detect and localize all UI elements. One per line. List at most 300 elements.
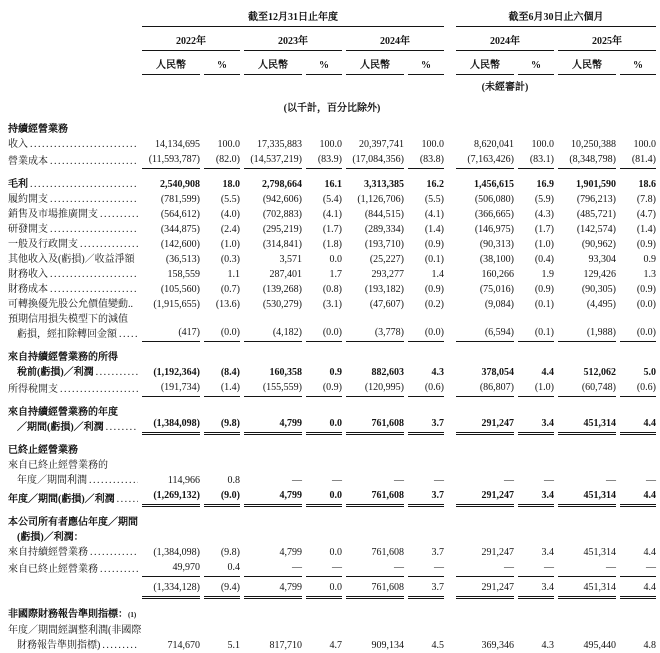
row-label-text: 財務成本 — [8, 284, 48, 295]
value-cell: — — [504, 475, 514, 486]
percent-cell: (0.0) — [636, 299, 656, 310]
value-cell: 817,710 — [269, 640, 302, 651]
currency-column-header: 人民幣 — [244, 56, 302, 75]
percent-cell: (4.1) — [322, 209, 342, 220]
dot-leader — [60, 382, 138, 397]
dot-leader — [50, 154, 138, 169]
row-label — [8, 122, 68, 137]
percent-cell: 0.4 — [204, 560, 240, 577]
value-cell: (1,988) — [558, 325, 616, 342]
row-label-text-line2: 年度／期間利潤 — [17, 475, 87, 486]
percent-cell: (0.9) — [534, 284, 554, 295]
value-cell: (1,334,128) — [142, 580, 200, 599]
row-label — [8, 382, 138, 397]
row-label-text: 可轉換優先股公允價值變動.. — [8, 299, 133, 310]
footnote-marker: (1) — [128, 611, 137, 619]
dot-leader — [117, 492, 138, 507]
percent-cell: (0.9) — [306, 380, 342, 397]
row-label-text: 來自持續經營業務的所得 — [8, 352, 118, 363]
value-cell: 451,314 — [558, 488, 616, 507]
percent-cell: (0.2) — [424, 299, 444, 310]
value-cell: (506,080) — [474, 194, 514, 205]
dot-leader — [80, 237, 138, 252]
percent-cell: (1.0) — [534, 239, 554, 250]
table-row — [8, 405, 656, 435]
value-cell: 287,401 — [269, 269, 302, 280]
percent-cell: — — [518, 560, 554, 577]
percent-column-header: % — [204, 60, 240, 75]
value-cell: 291,247 — [456, 580, 514, 599]
value-cell: — — [456, 560, 514, 577]
row-label — [8, 267, 138, 282]
row-label — [8, 154, 138, 169]
row-label-text: 一般及行政開支 — [8, 239, 78, 250]
value-cell: 160,358 — [269, 367, 302, 378]
row-label-text: 來自持續經營業務 — [8, 547, 88, 558]
value-cell: 291,247 — [456, 488, 514, 507]
value-cell: (796,213) — [576, 194, 616, 205]
currency-column-header: 人民幣 — [346, 56, 404, 75]
percent-cell: 100.0 — [633, 139, 656, 150]
column-header-row — [8, 56, 656, 75]
percent-cell: 16.1 — [324, 179, 342, 190]
dot-leader — [50, 222, 138, 237]
percent-cell: 3.7 — [431, 547, 444, 558]
percent-cell: 18.0 — [222, 179, 240, 190]
table-row — [8, 152, 656, 169]
value-cell: 714,670 — [167, 640, 200, 651]
value-cell: 2,798,664 — [262, 179, 302, 190]
value-cell: (36,513) — [165, 254, 200, 265]
percent-cell: (83.9) — [306, 152, 342, 169]
dot-leader — [30, 137, 138, 152]
value-cell: (142,600) — [160, 239, 200, 250]
table-row — [8, 380, 656, 397]
value-cell: (90,313) — [479, 239, 514, 250]
period-header-row — [8, 8, 656, 27]
percent-cell: 100.0 — [217, 139, 240, 150]
row-label-text: 來自已終止經營業務的 — [8, 460, 108, 471]
percent-cell: 3.4 — [518, 488, 554, 507]
percent-cell: 4.8 — [643, 640, 656, 651]
dot-leader — [50, 267, 138, 282]
row-label-text-line2: ／期間(虧損)／利潤 — [17, 422, 104, 433]
percent-cell: 16.2 — [426, 179, 444, 190]
percent-cell: (1.0) — [518, 380, 554, 397]
row-label — [8, 297, 138, 312]
year-2022-header: 2022年 — [142, 32, 240, 51]
value-cell: 3,313,385 — [364, 179, 404, 190]
percent-cell: (1.7) — [534, 224, 554, 235]
value-cell: 291,247 — [456, 416, 514, 435]
value-cell: 909,134 — [371, 640, 404, 651]
percent-cell: (7.8) — [636, 194, 656, 205]
dot-leader — [89, 473, 138, 488]
value-cell: (142,574) — [576, 224, 616, 235]
percent-cell: (83.8) — [408, 152, 444, 169]
percent-cell: 5.1 — [227, 640, 240, 651]
value-cell: (564,612) — [160, 209, 200, 220]
value-cell: — — [346, 560, 404, 577]
percent-cell: (4.1) — [424, 209, 444, 220]
percent-cell: 4.5 — [431, 640, 444, 651]
percent-cell: (0.0) — [620, 325, 656, 342]
unaudited-note: (未經審計) — [481, 82, 529, 93]
currency-column-header: 人民幣 — [558, 56, 616, 75]
row-label — [8, 492, 138, 507]
row-label — [8, 312, 138, 342]
value-cell: 1,456,615 — [474, 179, 514, 190]
value-cell: 49,970 — [142, 560, 200, 577]
value-cell: (702,883) — [262, 209, 302, 220]
year-2023-header: 2023年 — [244, 32, 342, 51]
value-cell: (781,599) — [160, 194, 200, 205]
percent-cell: (5.5) — [220, 194, 240, 205]
row-label-text: 財務收入 — [8, 269, 48, 280]
year-2024-header: 2024年 — [346, 32, 444, 51]
table-row — [8, 282, 656, 297]
percent-column-header: % — [620, 60, 656, 75]
value-cell: (1,384,098) — [142, 416, 200, 435]
percent-cell: 3.4 — [518, 580, 554, 599]
value-cell: (6,594) — [456, 325, 514, 342]
row-label — [8, 562, 138, 577]
percent-column-header: % — [408, 60, 444, 75]
percent-cell: 1.1 — [227, 269, 240, 280]
percent-cell: (13.6) — [215, 299, 240, 310]
section-header-row — [8, 122, 656, 137]
table-row — [8, 267, 656, 282]
value-cell: (86,807) — [456, 380, 514, 397]
value-cell: (60,748) — [558, 380, 616, 397]
value-cell: — — [606, 475, 616, 486]
value-cell: 17,335,883 — [257, 139, 302, 150]
value-cell: (344,875) — [160, 224, 200, 235]
value-cell: (75,016) — [479, 284, 514, 295]
percent-cell: (2.4) — [220, 224, 240, 235]
value-cell: 158,559 — [167, 269, 200, 280]
value-cell: (530,279) — [262, 299, 302, 310]
period-interim-header: 截至6月30日止六個月 — [456, 8, 656, 27]
value-cell: (120,995) — [346, 380, 404, 397]
table-row — [8, 177, 656, 192]
percent-cell: (0.0) — [408, 325, 444, 342]
year-2024-interim-header: 2024年 — [456, 32, 554, 51]
value-cell: (14,537,219) — [244, 152, 302, 169]
value-cell: (155,559) — [244, 380, 302, 397]
value-cell: (1,384,098) — [153, 547, 200, 558]
value-cell: (289,334) — [364, 224, 404, 235]
percent-cell: (81.4) — [620, 152, 656, 169]
value-cell: (47,607) — [369, 299, 404, 310]
percent-column-header: % — [518, 60, 554, 75]
value-cell: 882,603 — [371, 367, 404, 378]
value-cell: 495,440 — [583, 640, 616, 651]
value-cell: 2,540,908 — [160, 179, 200, 190]
percent-cell: 18.6 — [638, 179, 656, 190]
percent-cell: (0.8) — [322, 284, 342, 295]
percent-cell: (0.9) — [636, 284, 656, 295]
percent-cell: (1.4) — [424, 224, 444, 235]
row-label-text: 持續經營業務 — [8, 124, 68, 135]
percent-cell: 4.4 — [643, 547, 656, 558]
percent-cell: 5.0 — [643, 367, 656, 378]
percent-cell: — — [332, 475, 342, 486]
value-cell: (485,721) — [576, 209, 616, 220]
row-label-text: 年度／期間(虧損)／利潤 — [8, 494, 115, 505]
period-annual-header: 截至12月31日止年度 — [142, 8, 444, 27]
percent-cell: 4.7 — [329, 640, 342, 651]
value-cell: 4,799 — [244, 580, 302, 599]
row-label — [8, 443, 78, 458]
value-cell: 761,608 — [346, 580, 404, 599]
dot-leader — [100, 562, 138, 577]
value-cell: 14,134,695 — [155, 139, 200, 150]
percent-cell: (9.8) — [220, 547, 240, 558]
percent-cell: 4.4 — [541, 367, 554, 378]
dot-leader — [90, 545, 138, 560]
table-row — [8, 222, 656, 237]
row-label-text: 研發開支 — [8, 224, 48, 235]
percent-cell: 3.7 — [408, 416, 444, 435]
value-cell: — — [244, 560, 302, 577]
percent-cell: 4.3 — [541, 640, 554, 651]
section-header-row — [8, 515, 656, 545]
percent-cell: (5.5) — [424, 194, 444, 205]
section-header-row — [8, 443, 656, 458]
percent-cell: (1.0) — [220, 239, 240, 250]
value-cell: 451,314 — [558, 580, 616, 599]
units-note: (以千計，百分比除外) — [283, 103, 381, 114]
percent-cell: (82.0) — [204, 152, 240, 169]
table-row — [8, 312, 656, 342]
row-label — [8, 458, 138, 488]
percent-cell: (0.0) — [306, 325, 342, 342]
row-label — [8, 607, 136, 623]
dot-leader — [96, 365, 138, 380]
percent-cell: (4.3) — [534, 209, 554, 220]
dot-leader — [106, 420, 138, 435]
row-label-text: 預期信用損失模型下的減值 — [8, 314, 128, 325]
percent-cell: — — [646, 475, 656, 486]
percent-cell: (0.1) — [534, 299, 554, 310]
value-cell: 451,314 — [583, 547, 616, 558]
value-cell: 451,314 — [558, 416, 616, 435]
value-cell: (295,219) — [262, 224, 302, 235]
dot-leader — [100, 207, 138, 222]
percent-cell: (0.1) — [424, 254, 444, 265]
value-cell: (7,163,426) — [456, 152, 514, 169]
percent-cell: (0.1) — [518, 325, 554, 342]
percent-cell: (0.3) — [220, 254, 240, 265]
percent-cell: — — [620, 560, 656, 577]
value-cell: (146,975) — [474, 224, 514, 235]
value-cell: 369,346 — [481, 640, 514, 651]
dot-leader — [50, 282, 138, 297]
value-cell: 10,250,388 — [571, 139, 616, 150]
table-row — [8, 297, 656, 312]
value-cell: 512,062 — [583, 367, 616, 378]
row-label — [8, 222, 138, 237]
currency-column-header: 人民幣 — [142, 56, 200, 75]
table-row — [8, 545, 656, 560]
value-cell: 761,608 — [371, 547, 404, 558]
row-label-text: 來自已終止經營業務 — [8, 564, 98, 575]
value-cell: (105,560) — [160, 284, 200, 295]
percent-cell: 4.4 — [620, 416, 656, 435]
row-label-text: 本公司所有者應佔年度／期間 — [8, 517, 138, 528]
value-cell: (417) — [142, 325, 200, 342]
value-cell: (17,084,356) — [346, 152, 404, 169]
value-cell: 291,247 — [481, 547, 514, 558]
value-cell: — — [292, 475, 302, 486]
percent-cell: — — [434, 475, 444, 486]
percent-cell: — — [306, 560, 342, 577]
table-row — [8, 137, 656, 152]
percent-cell: (9.8) — [204, 416, 240, 435]
percent-cell: 3.7 — [408, 580, 444, 599]
value-cell: 293,277 — [371, 269, 404, 280]
row-label — [8, 405, 138, 435]
year-header-row — [8, 32, 656, 51]
row-label — [8, 252, 138, 267]
value-cell: (38,100) — [479, 254, 514, 265]
row-label — [8, 237, 138, 252]
value-cell: (11,593,787) — [142, 152, 200, 169]
row-label — [8, 137, 138, 152]
row-label-text-line2: (虧損)／利潤： — [17, 532, 84, 543]
percent-cell: 3.4 — [541, 547, 554, 558]
value-cell: 114,966 — [167, 475, 200, 486]
row-label-text: 所得稅開支 — [8, 384, 58, 395]
percent-cell: (9.0) — [204, 488, 240, 507]
value-cell: (1,269,132) — [142, 488, 200, 507]
value-cell: (1,192,364) — [153, 367, 200, 378]
row-label — [8, 545, 138, 560]
row-label-text: 營業成本 — [8, 156, 48, 167]
dot-leader — [119, 327, 138, 342]
percent-cell: 1.9 — [541, 269, 554, 280]
value-cell: 8,620,041 — [474, 139, 514, 150]
percent-cell: (1.7) — [322, 224, 342, 235]
percent-cell: (0.9) — [424, 239, 444, 250]
row-label-text: 銷售及市場推廣開支 — [8, 209, 98, 220]
row-label — [8, 207, 138, 222]
table-row — [8, 252, 656, 267]
row-label — [8, 515, 138, 545]
value-cell: (3,778) — [346, 325, 404, 342]
percent-cell: 0.0 — [329, 254, 342, 265]
value-cell: 761,608 — [346, 416, 404, 435]
percent-cell: 16.9 — [536, 179, 554, 190]
value-cell: 93,304 — [588, 254, 616, 265]
value-cell: 20,397,741 — [359, 139, 404, 150]
percent-cell: 4.4 — [620, 580, 656, 599]
value-cell: 4,799 — [279, 547, 302, 558]
currency-column-header: 人民幣 — [456, 56, 514, 75]
value-cell: (844,515) — [364, 209, 404, 220]
value-cell: — — [558, 560, 616, 577]
value-cell: 761,608 — [346, 488, 404, 507]
percent-cell: 4.4 — [620, 488, 656, 507]
row-label-text: 已終止經營業務 — [8, 445, 78, 456]
section-header-row — [8, 607, 656, 623]
percent-cell: 0.0 — [306, 580, 342, 599]
value-cell: (193,710) — [364, 239, 404, 250]
percent-cell: 100.0 — [531, 139, 554, 150]
table-row — [8, 458, 656, 488]
table-row — [8, 192, 656, 207]
value-cell: 4,799 — [244, 416, 302, 435]
row-label — [8, 282, 138, 297]
row-label — [8, 192, 138, 207]
percent-cell: (8.4) — [220, 367, 240, 378]
percent-cell: (5.9) — [534, 194, 554, 205]
row-label-text: 非國際財務報告準則指標： — [8, 609, 128, 620]
value-cell: 4,799 — [244, 488, 302, 507]
value-cell: (9,084) — [484, 299, 514, 310]
percent-cell: (1.4) — [204, 380, 240, 397]
value-cell: (4,182) — [244, 325, 302, 342]
percent-cell: (0.6) — [408, 380, 444, 397]
percent-cell: 3.4 — [518, 416, 554, 435]
value-cell: — — [394, 475, 404, 486]
percent-cell: — — [544, 475, 554, 486]
percent-cell: 0.9 — [329, 367, 342, 378]
table-body — [8, 122, 656, 653]
row-label-text: 履約開支 — [8, 194, 48, 205]
value-cell: (314,841) — [262, 239, 302, 250]
value-cell: (90,962) — [581, 239, 616, 250]
percent-cell: (0.7) — [220, 284, 240, 295]
percent-cell: 1.4 — [431, 269, 444, 280]
table-row — [8, 488, 656, 507]
dot-leader — [102, 638, 138, 653]
percent-cell: (1.4) — [636, 224, 656, 235]
value-cell: (942,606) — [262, 194, 302, 205]
percent-cell: 0.0 — [306, 416, 342, 435]
percent-cell: 0.9 — [643, 254, 656, 265]
table-row — [8, 350, 656, 380]
row-label-text-line2: 稅前(虧損)／利潤 — [17, 367, 94, 378]
value-cell: (1,126,706) — [357, 194, 404, 205]
row-label-text-line2: 虧損，經扣除轉回金額 — [17, 329, 117, 340]
row-label-text: 來自持續經營業務的年度 — [8, 407, 118, 418]
value-cell: (25,227) — [369, 254, 404, 265]
percent-cell: 3.7 — [408, 488, 444, 507]
year-2025-interim-header: 2025年 — [558, 32, 656, 51]
value-cell: 1,901,590 — [576, 179, 616, 190]
row-label-text: 年度／期間經調整利潤(非國際 — [8, 625, 142, 636]
table-row — [8, 560, 656, 577]
value-cell: 129,426 — [583, 269, 616, 280]
percent-cell: (0.6) — [620, 380, 656, 397]
percent-cell: (4.7) — [636, 209, 656, 220]
row-label-text: 毛利 — [8, 179, 28, 190]
value-cell: 160,266 — [481, 269, 514, 280]
value-cell: (191,734) — [142, 380, 200, 397]
table-row — [8, 580, 656, 599]
percent-cell: (1.8) — [322, 239, 342, 250]
table-row — [8, 207, 656, 222]
percent-cell: 0.0 — [329, 547, 342, 558]
value-cell: (8,348,798) — [558, 152, 616, 169]
percent-cell: 0.0 — [306, 488, 342, 507]
percent-cell: (0.9) — [636, 239, 656, 250]
row-label — [8, 350, 138, 380]
percent-cell: (5.4) — [322, 194, 342, 205]
percent-cell: 0.8 — [227, 475, 240, 486]
